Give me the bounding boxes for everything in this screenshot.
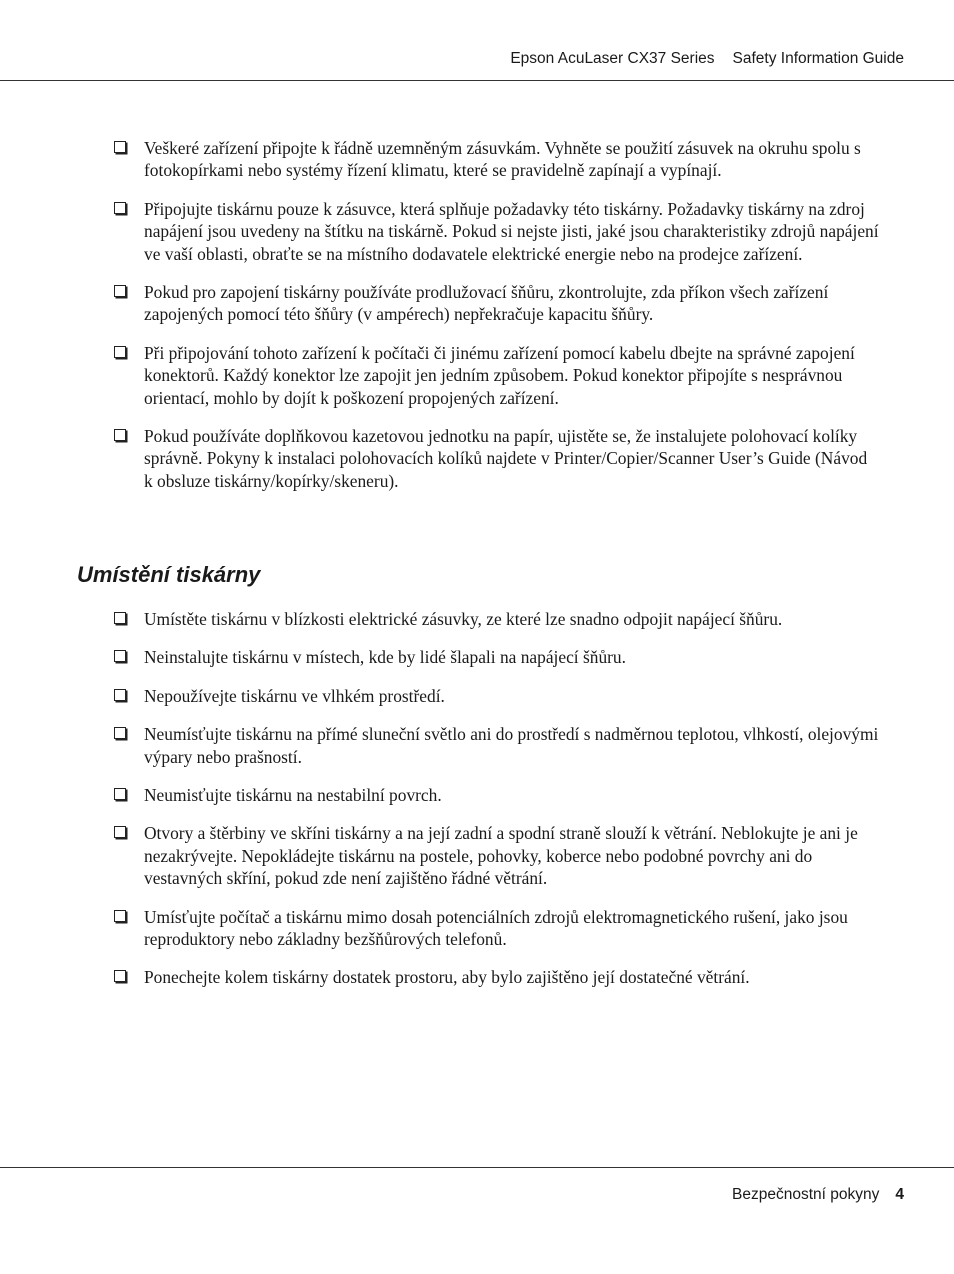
list-item: Neumísťujte tiskárnu na přímé sluneční světlo ani do prostředí s nadměrnou teplotou, vlhkostí, olejovými výpary nebo prašností. xyxy=(114,723,880,768)
list-item: Pokud pro zapojení tiskárny používáte prodlužovací šňůru, zkontrolujte, zda příkon všech zařízení zapojených pomocí této šňůry (v ampérech) nepřekračuje kapacitu šňůry. xyxy=(114,281,880,326)
list-item: Otvory a štěrbiny ve skříni tiskárny a na její zadní a spodní straně slouží k větrání. Neblokujte je ani je nezakrývejte. Nepokládejte tiskárnu na postele, pohovky, koberce nebo podobné povrchy ani do vestavných skříní, pokud zde není zajištěno řádné větrání. xyxy=(114,822,880,889)
checkbox-bullet-icon xyxy=(114,788,126,800)
checkbox-bullet-icon xyxy=(114,346,126,358)
checkbox-bullet-icon xyxy=(114,650,126,662)
header-product: Epson AcuLaser CX37 Series xyxy=(510,50,715,67)
list-item: Připojujte tiskárnu pouze k zásuvce, která splňuje požadavky této tiskárny. Požadavky tiskárny na zdroj napájení jsou uvedeny na štítku na tiskárně. Pokud si nejste jisti, jaké jsou charakteristiky zdrojů napájení ve vaší oblasti, obraťte se na místního dodavatele elektrické energie nebo na prodejce zařízení. xyxy=(114,198,880,265)
running-header xyxy=(510,50,904,74)
list-item: Umísťujte počítač a tiskárnu mimo dosah potenciálních zdrojů elektromagnetického rušení, jako jsou reproduktory nebo základny bezšňůrových telefonů. xyxy=(114,906,880,951)
checkbox-bullet-icon xyxy=(114,910,126,922)
safety-list-placement xyxy=(114,608,880,1005)
list-item: Umístěte tiskárnu v blízkosti elektrické zásuvky, ze které lze snadno odpojit napájecí šňůru. xyxy=(114,608,880,630)
list-item: Neumisťujte tiskárnu na nestabilní povrch. xyxy=(114,784,880,806)
checkbox-bullet-icon xyxy=(114,285,126,297)
checkbox-bullet-icon xyxy=(114,612,126,624)
checkbox-bullet-icon xyxy=(114,727,126,739)
checkbox-bullet-icon xyxy=(114,970,126,982)
running-footer xyxy=(732,1186,904,1204)
list-item: Nepoužívejte tiskárnu ve vlhkém prostředí. xyxy=(114,685,880,707)
header-rule xyxy=(0,80,954,81)
list-item: Ponechejte kolem tiskárny dostatek prostoru, aby bylo zajištěno její dostatečné větrání. xyxy=(114,966,880,988)
list-item: Neinstalujte tiskárnu v místech, kde by lidé šlapali na napájecí šňůru. xyxy=(114,646,880,668)
section-title: Umístění tiskárny xyxy=(77,562,261,587)
page-number: 4 xyxy=(895,1186,904,1203)
footer-rule xyxy=(0,1167,954,1168)
list-item: Pokud používáte doplňkovou kazetovou jednotku na papír, ujistěte se, že instalujete polohovací kolíky správně. Pokyny k instalaci polohovacích kolíků najdete v Printer/Copier/Scanner User’s Guide (Návod k obsluze tiskárny/kopírky/skeneru). xyxy=(114,425,880,492)
checkbox-bullet-icon xyxy=(114,202,126,214)
checkbox-bullet-icon xyxy=(114,429,126,441)
footer-section: Bezpečnostní pokyny xyxy=(732,1186,880,1203)
checkbox-bullet-icon xyxy=(114,689,126,701)
checkbox-bullet-icon xyxy=(114,826,126,838)
checkbox-bullet-icon xyxy=(114,141,126,153)
safety-list-connection xyxy=(114,137,880,508)
list-item: Veškeré zařízení připojte k řádně uzemněným zásuvkám. Vyhněte se použití zásuvek na okruhu spolu s fotokopírkami nebo systémy řízení klimatu, které se pravidelně zapínají a vypínají. xyxy=(114,137,880,182)
header-guide-title: Safety Information Guide xyxy=(732,50,904,67)
list-item: Při připojování tohoto zařízení k počítači či jinému zařízení pomocí kabelu dbejte na správné zapojení konektorů. Každý konektor lze zapojit jen jedním způsobem. Pokud konektor připojíte s nesprávnou orientací, mohlo by dojít k poškození propojených zařízení. xyxy=(114,342,880,409)
